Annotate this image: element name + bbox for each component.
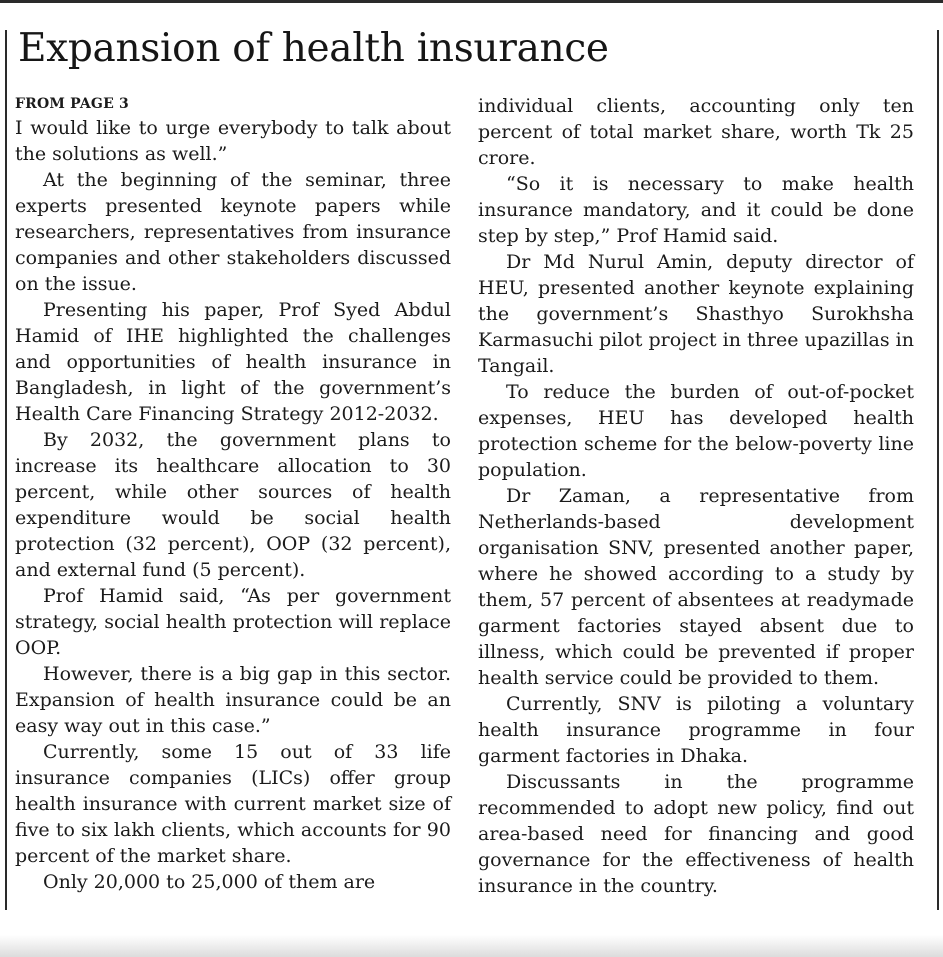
top-border-line [0, 0, 943, 3]
article-paragraph: “So it is necessary to make health insurance mandatory, and it could be done step by step,” Prof Hamid said. [478, 173, 914, 247]
article-paragraph: Presenting his paper, Prof Syed Abdul Hamid of IHE highlighted the challenges and opportunities of health insurance in Bangladesh, in light of the government’s Health Care Financing Strategy 2012-2032. [15, 299, 451, 425]
article-column-left [15, 93, 451, 895]
article-column-right [478, 93, 914, 899]
article-paragraph: However, there is a big gap in this sector. Expansion of health insurance could be an easy way out in this case.” [15, 663, 451, 737]
article-paragraph: By 2032, the government plans to increase its healthcare allocation to 30 percent, while other sources of health expenditure would be social health protection (32 percent), OOP (32 percent), and external fund (5 percent). [15, 429, 451, 581]
page-bottom-edge [0, 935, 943, 957]
article-paragraph: Dr Md Nurul Amin, deputy director of HEU, presented another keynote explaining the government’s Shasthyo Surokhsha Karmasuchi pilot project in three upazillas in Tangail. [478, 251, 914, 377]
article-paragraph: Prof Hamid said, “As per government strategy, social health protection will replace OOP. [15, 585, 451, 659]
article-headline: Expansion of health insurance [18, 26, 609, 71]
article-paragraph: Only 20,000 to 25,000 of them are [43, 871, 376, 893]
article-paragraph: Discussants in the programme recommended to adopt new policy, find out area-based need for financing and good governance for the effectiveness of health insurance in the country. [478, 771, 914, 897]
article-paragraph: Dr Zaman, a representative from Netherlands-based development organisation SNV, presented another paper, where he showed according to a study by them, 57 percent of absentees at readymade garment factories stayed absent due to illness, which could be prevented if proper health service could be provided to them. [478, 485, 914, 689]
article-paragraph: I would like to urge everybody to talk about the solutions as well.” [15, 117, 451, 165]
article-paragraph: To reduce the burden of out-of-pocket expenses, HEU has developed health protection scheme for the below-poverty line population. [478, 381, 914, 481]
article-paragraph: Currently, some 15 out of 33 life insurance companies (LICs) offer group health insurance with current market size of five to six lakh clients, which accounts for 90 percent of the market share. [15, 741, 451, 867]
article-paragraph: Currently, SNV is piloting a voluntary health insurance programme in four garment factories in Dhaka. [478, 693, 914, 767]
article-paragraph: individual clients, accounting only ten percent of total market share, worth Tk 25 crore. [478, 95, 914, 169]
right-border-rule [937, 30, 939, 910]
left-column-rule [5, 30, 7, 910]
continuation-kicker: FROM PAGE 3 [15, 96, 129, 112]
article-paragraph: At the beginning of the seminar, three experts presented keynote papers while researchers, representatives from insurance companies and other stakeholders discussed on the issue. [15, 169, 451, 295]
